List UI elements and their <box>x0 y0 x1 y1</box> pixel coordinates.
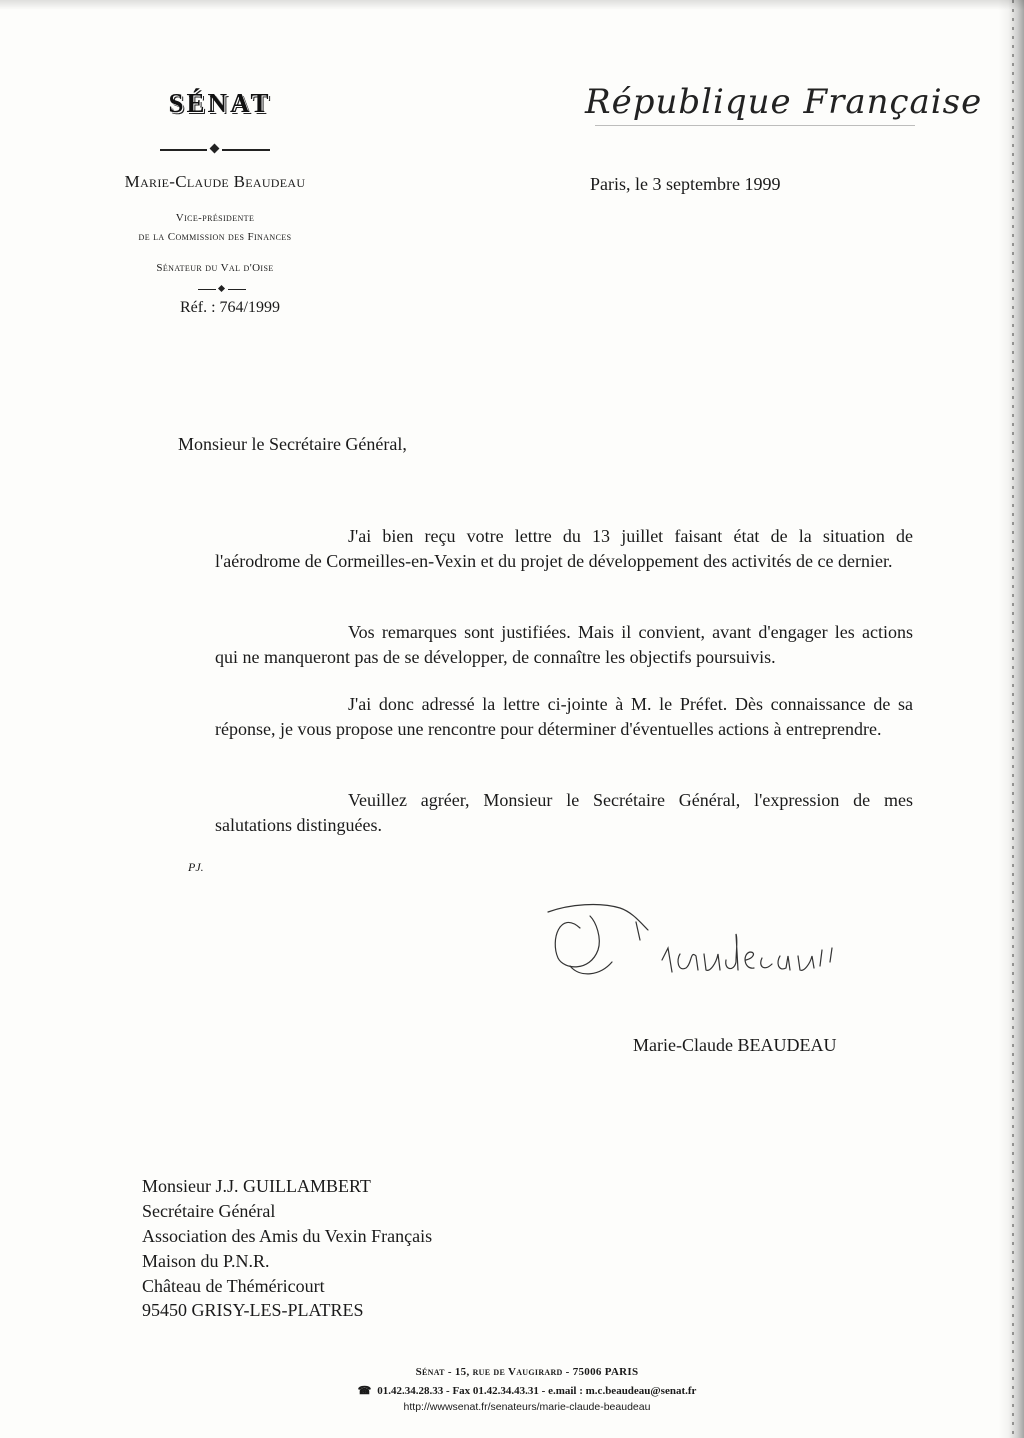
sender-title-2: de la Commission des Finances <box>138 231 292 243</box>
paragraph-2: Vos remarques sont justifiées. Mais il convient, avant d'engager les actions qui ne manqueront pas de se développer, de connaître les objectifs poursuivis. <box>215 622 913 667</box>
recipient-line-1: Monsieur J.J. GUILLAMBERT <box>142 1176 371 1196</box>
signatory-name: Marie-Claude BEAUDEAU <box>633 1035 837 1055</box>
republique-francaise-heading: République Française <box>585 82 983 122</box>
paragraph-3: J'ai donc adressé la lettre ci-jointe à M. le Préfet. Dès connaissance de sa réponse, je vous propose une rencontre pour déterminer d'éventuelles actions à entreprendre. <box>215 694 913 739</box>
small-diamond-divider <box>198 283 246 297</box>
footer-url[interactable]: http://wwwsenat.fr/senateurs/marie-claude-beaudeau <box>403 1401 651 1413</box>
scan-right-edge <box>998 0 1024 1438</box>
handwritten-signature <box>540 900 880 995</box>
sender-title-1: Vice-présidente <box>175 212 255 224</box>
reference-number: Réf. : 764/1999 <box>180 299 280 316</box>
diamond-divider <box>160 143 270 157</box>
enclosure-note: PJ. <box>188 860 204 874</box>
recipient-line-4: Maison du P.N.R. <box>142 1251 270 1271</box>
footer-address: Sénat - 15, rue de Vaugirard - 75006 PARIS <box>415 1366 639 1378</box>
recipient-line-6: 95450 GRISY-LES-PLATRES <box>142 1300 364 1320</box>
paragraph-1: J'ai bien reçu votre lettre du 13 juillet faisant état de la situation de l'aérodrome de Cormeilles-en-Vexin et du projet de développement des activités de ce dernier. <box>215 526 913 571</box>
letter-date: Paris, le 3 septembre 1999 <box>590 174 781 194</box>
senat-logo: SÉNAT <box>168 88 272 118</box>
recipient-line-3: Association des Amis du Vexin Français <box>142 1226 433 1246</box>
scan-top-edge <box>0 0 1024 10</box>
heading-rule <box>595 125 915 126</box>
telephone-icon: ☎ <box>357 1385 372 1397</box>
sender-name: Marie-Claude Beaudeau <box>124 172 306 191</box>
paragraph-4: Veuillez agréer, Monsieur le Secrétaire Général, l'expression de mes salutations distinguées. <box>215 790 913 835</box>
salutation: Monsieur le Secrétaire Général, <box>178 434 407 454</box>
sender-title-3: Sénateur du Val d'Oise <box>156 262 274 274</box>
recipient-line-5: Château de Théméricourt <box>142 1276 325 1296</box>
footer-contacts: 01.42.34.28.33 - Fax 01.42.34.43.31 - e.mail : m.c.beaudeau@senat.fr <box>377 1385 697 1397</box>
recipient-line-2: Secrétaire Général <box>142 1201 276 1221</box>
footer-contacts-row <box>212 1384 842 1397</box>
